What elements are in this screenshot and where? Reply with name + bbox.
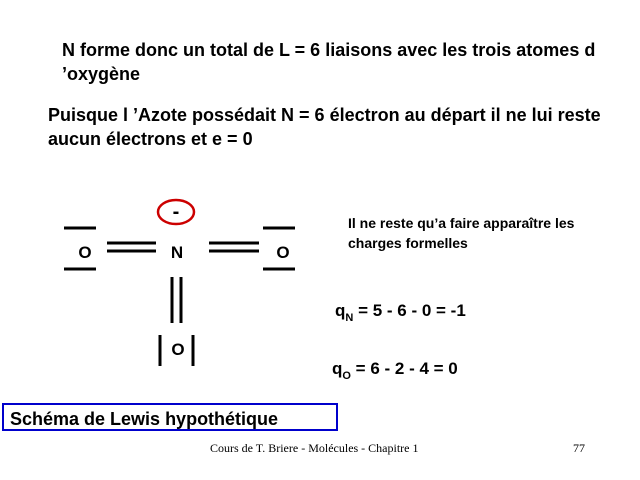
nitrogen-atom: N: [170, 243, 184, 262]
course-footer: Cours de T. Briere - Molécules - Chapitre 1: [210, 441, 419, 455]
statement-electron-count: Puisque l ’Azote possédait N = 6 électron au départ il ne lui reste aucun électrons et e = 0: [48, 105, 601, 149]
formal-charge-note: Il ne reste qu’a faire apparaître les charges formelles: [348, 215, 575, 251]
nitrogen-charge-label: -: [172, 201, 180, 223]
bottom-oxygen-atom: O: [171, 340, 185, 359]
lewis-scheme-caption: Schéma de Lewis hypothétique: [2, 403, 338, 431]
right-oxygen-atom: O: [276, 243, 290, 262]
oxygen-formal-charge: $q_O = 6 - 2 - 4 = 0$: [332, 359, 458, 382]
statement-bond-count: N forme donc un total de L = 6 liaisons avec les trois atomes d ’oxygène: [62, 40, 596, 84]
left-oxygen-atom: O: [78, 243, 92, 262]
nitrogen-formal-charge: $q_N = 5 - 6 - 0 = -1$: [335, 301, 466, 324]
page-number: 77: [573, 441, 585, 455]
